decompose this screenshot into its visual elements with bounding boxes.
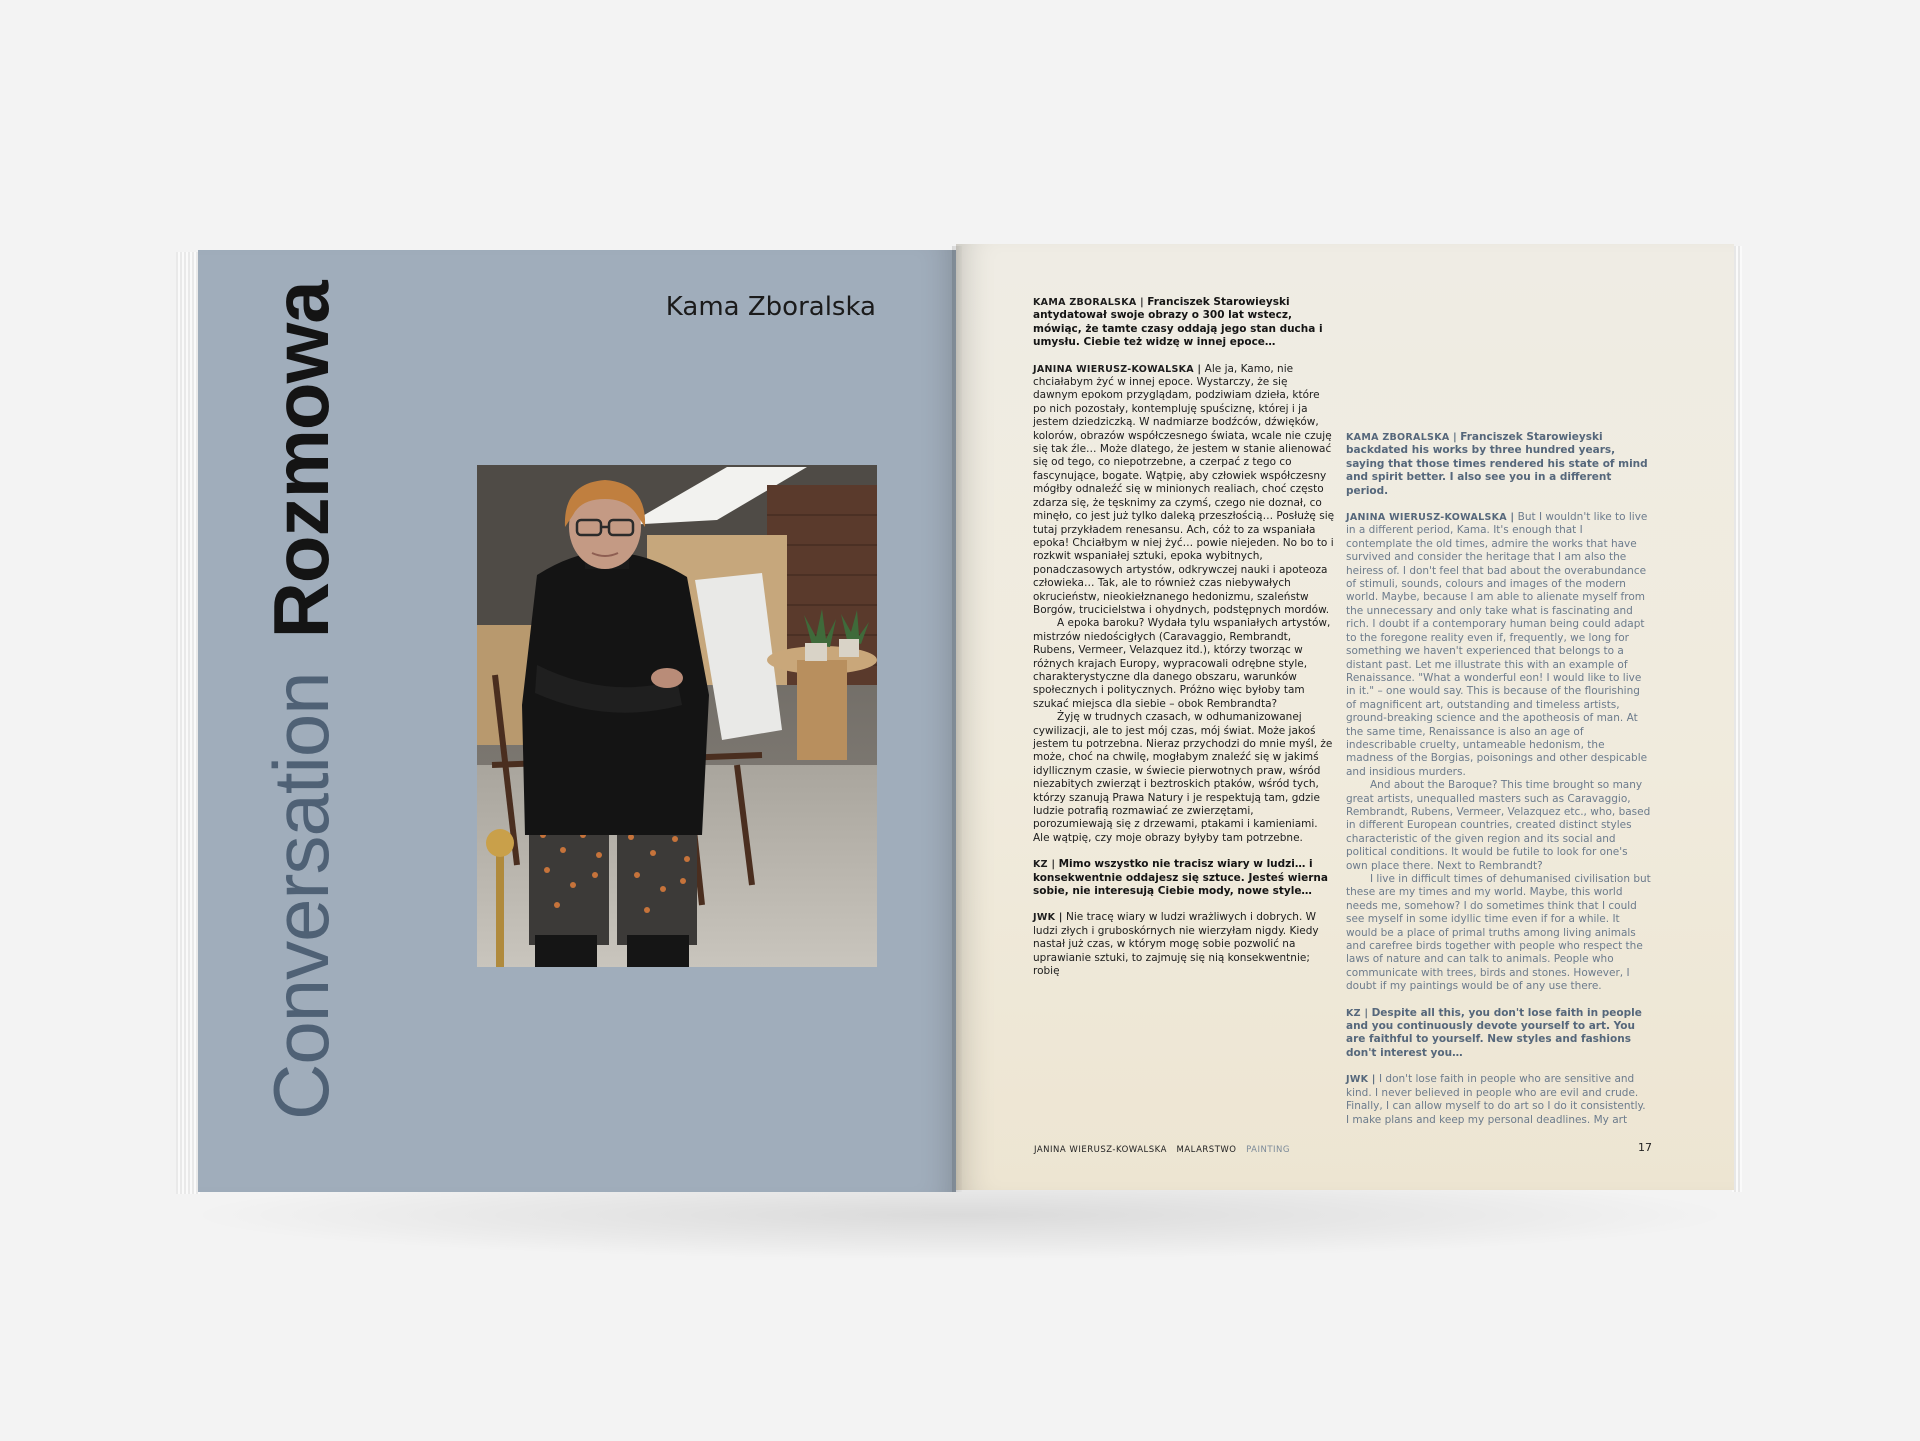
footer-section: MALARSTWO [1176, 1145, 1237, 1155]
question-text: Mimo wszystko nie tracisz wiary w ludzi… i konsekwentnie oddajesz się sztuce. Jesteś wierna sobie, nie interesują Ciebie mody, nowe style… [1033, 858, 1328, 898]
answer-text: But I wouldn't like to live in a different period, Kama. It's enough that I contemplate the old times, admire the works that have survived and consider the heritage that I am also the heiress of. I don't feel that bad about the overabundance of stimuli, sounds, colours and images of the modern world. Maybe, because I am able to alienate myself from the unnecessary and only take what is fascinating and rich. I doubt if a contemporary human being could adapt to the foregone reality even if, frequently, we long for something we haven't experienced that belongs to a distant past. Let me illustrate this with an example of Renaissance. "What a wonderful eon! I would like to live in it." – one would say. This is because of the flourishing of magnificent art, outstanding and timeless artists, ground-breaking science and the apotheosis of man. At the same time, Renaissance is also an age of indescribable cruelty, untameable hedonism, the madness of the Borgias, poisonings and other despicable and insidious murders. [1346, 511, 1648, 778]
answer-text: Ale ja, Kamo, nie chciałabym żyć w innej epoce. Wystarczy, że się dawnym epokom przyglądam, podziwiam dzieła, które po nich pozostały, kontempluję spuściznę, której i ja jestem dziedziczką. W nadmiarze bodźców, dźwięków, kolorów, obrazów współczesnego świata, wcale nie czuję się tak źle… Może dlatego, że jestem w stanie alienować się od tego, co niepotrzebne, a czerpać z tego co fascynujące, bogate. Wątpię, aby człowiek współczesny mógłby odnaleźć się w minionych realiach, choć często zdarza się, że tęsknimy za czymś, czego nie doznał, co minęło, co jest już tylko daleką przeszłością… Posłużę się tutaj przykładem renesansu. Ach, cóż to za wspaniała epoka! Chciałbym w niej żyć… powie niejeden. No bo to i rozkwit wspaniałej sztuki, epoka wybitnych, ponadczasowych artystów, odkrywczej nauki i apoteoza człowieka… Tak, ale to również czas niebywałych okrucieństw, nieokiełznanego hedonizmu, szaleństw Borgów, trucicielstwa i ohydnych, podstępnych mordów. [1033, 362, 1335, 616]
answer-text: Nie tracę wiary w ludzi wrażliwych i dobrych. W ludzi złych i gruboskórnych nie wierzyłam nigdy. Kiedy nastał już czas, w którym mogę sobie pozwolić na uprawianie sztuki, to zajmuję się nią konsekwentnie; robię [1033, 911, 1319, 978]
question-text: Franciszek Starowieyski antydatował swoje obrazy o 300 lat wstecz, mówiąc, że tamte czasy oddają jego stan ducha i umysłu. Ciebie też widzę w innej epoce… [1033, 296, 1323, 349]
title-polish: Rozmowa [257, 281, 345, 639]
answer-1-en-paragraph-3: I live in difficult times of dehumanised civilisation but these are my times and my world. Maybe, this world needs me, somehow? I do sometimes think that I could see myself in some idyllic time even if for a while. It would be a place of primal truths among living animals and carefree birds together with people who respect the laws of nature and can talk to animals. People who communicate with trees, birds and stones. However, I doubt if my paintings would be of any use there. [1346, 873, 1651, 993]
speaker-label: KZ | [1033, 859, 1056, 871]
page-number: 17 [1638, 1141, 1652, 1154]
footer-artist: JANINA WIERUSZ-KOWALSKA [1034, 1145, 1167, 1155]
answer-2-pl [1033, 911, 1335, 978]
portrait-photo [477, 465, 877, 967]
speaker-label: JANINA WIERUSZ-KOWALSKA | [1033, 363, 1202, 375]
answer-text: I don't lose faith in people who are sensitive and kind. I never believed in people who are evil and crude. Finally, I can allow myself to do art so I do it consistently. I make plans and keep my personal deadlines. My art [1346, 1073, 1646, 1126]
speaker-label: JANINA WIERUSZ-KOWALSKA | [1346, 512, 1515, 524]
author-name: Kama Zboralska [665, 292, 876, 322]
question-1-pl [1033, 296, 1335, 350]
question-text: Despite all this, you don't lose faith in people and you continuously devote yourself to art. You are faithful to yourself. New styles and fashions don't interest you… [1346, 1006, 1642, 1059]
speaker-label: KAMA ZBORALSKA | [1033, 297, 1144, 308]
page-stack-left [176, 252, 200, 1194]
question-2-en [1346, 1007, 1652, 1061]
question-1-en [1346, 431, 1652, 498]
answer-1-pl-paragraph-3: Żyję w trudnych czasach, w odhumanizowanej cywilizacji, ale to jest mój czas, mój świat. Może jakoś jestem tu potrzebna. Nieraz przychodzi do mnie myśl, że może, choć na chwilę, mogłabym znaleźć się w jakimś idyllicznym czasie, w świecie pierwotnych praw, wśród niezabitych zwierząt i beztroskich ptaków, wśród tych, którzy szanują Prawa Natury i je respektują tam, gdzie ludzie potrafią rozmawiać ze zwierzętami, porozumiewają się z drzewami, ptakami i kamieniami. Ale wątpię, czy moje obrazy byłyby tam potrzebne. [1033, 711, 1333, 844]
portrait-illustration [477, 465, 877, 967]
footer-section-english: PAINTING [1246, 1145, 1290, 1155]
answer-1-en [1346, 511, 1652, 779]
speaker-label: JWK | [1033, 912, 1063, 924]
answer-2-en [1346, 1073, 1652, 1127]
question-2-pl [1033, 858, 1335, 898]
title-english: Conversation [257, 672, 345, 1120]
answer-1-en-paragraph-2: And about the Baroque? This time brought so many great artists, unequalled masters such as Caravaggio, Rembrandt, Rubens, Vermeer, Velazquez etc., who, based in different European countries, created distinct styles characteristic of the given region and its social and political conditions. It would be futile to look for one's own place there. Next to Rembrandt? [1346, 779, 1651, 872]
speaker-label: KAMA ZBORALSKA | [1346, 432, 1457, 443]
book-spine [952, 246, 962, 1192]
speaker-label: JWK | [1346, 1074, 1376, 1086]
speaker-label: KZ | [1346, 1007, 1369, 1019]
question-text: Franciszek Starowieyski backdated his works by three hundred years, saying that those times rendered his state of mind and spirit better. I also see you in a different period. [1346, 431, 1648, 497]
english-text-column [1346, 431, 1652, 1127]
polish-text-column [1033, 296, 1335, 979]
answer-1-pl [1033, 363, 1335, 618]
answer-1-pl-paragraph-2: A epoka baroku? Wydała tylu wspaniałych artystów, mistrzów niedościgłych (Caravaggio, Rembrandt, Rubens, Vermeer, Velazquez itd.), którzy tworząc w różnych krajach Europy, wypracowali odrębne style, charakterystyczne dla danego obszaru, warunków społecznych i politycznych. Próżno więc byłoby tam szukać miejsca dla siebie – obok Rembrandta? [1033, 617, 1331, 710]
page-footer [1034, 1145, 1290, 1155]
vertical-title [257, 281, 345, 1120]
